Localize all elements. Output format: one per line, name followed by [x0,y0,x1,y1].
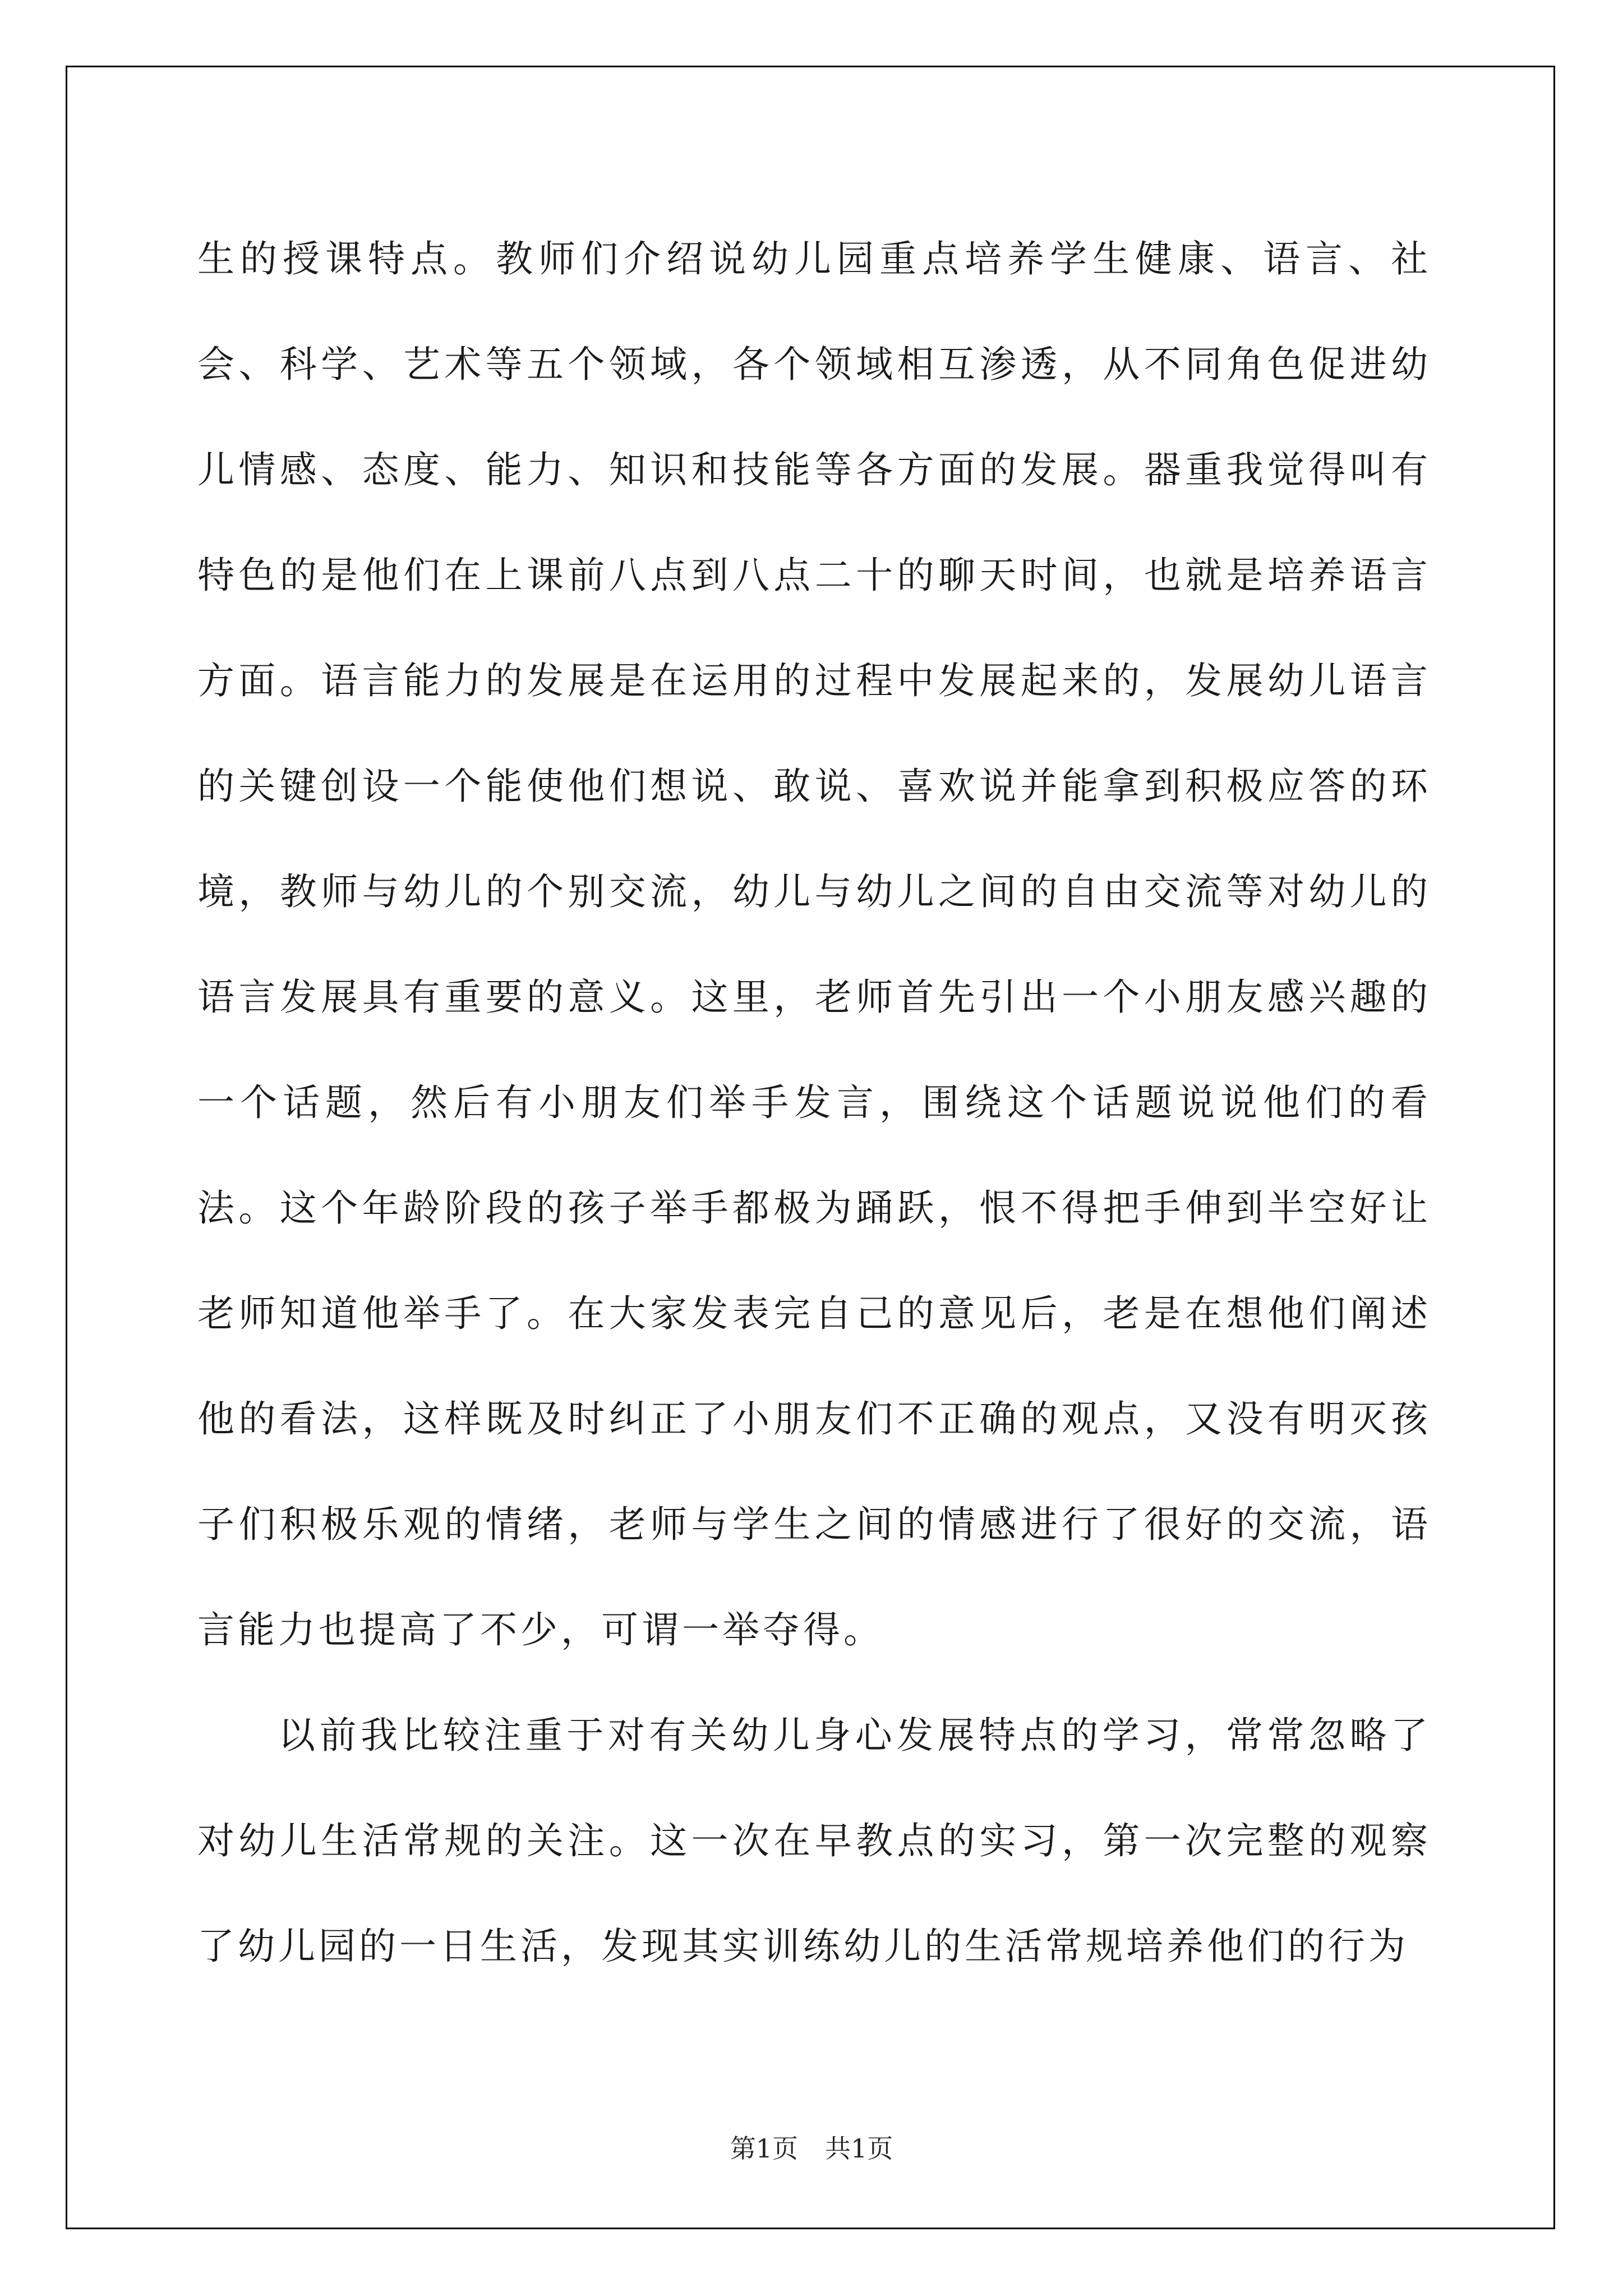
page-footer [0,2132,1623,2165]
document-body [197,206,1431,1999]
paragraph-1: 生的授课特点。教师们介绍说幼儿园重点培养学生健康、语言、社会、科学、艺术等五个领域，各个领域相互渗透，从不同角色促进幼儿情感、态度、能力、知识和技能等各方面的发展。器重我觉得叫有特色的是他们在上课前八点到八点二十的聊天时间，也就是培养语言方面。语言能力的发展是在运用的过程中发展起来的，发展幼儿语言的关键创设一个能使他们想说、敢说、喜欢说并能拿到积极应答的环境，教师与幼儿的个别交流，幼儿与幼儿之间的自由交流等对幼儿的语言发展具有重要的意义。这里，老师首先引出一个小朋友感兴趣的一个话题，然后有小朋友们举手发言，围绕这个话题说说他们的看法。这个年龄阶段的孩子举手都极为踊跃，恨不得把手伸到半空好让老师知道他举手了。在大家发表完自己的意见后，老是在想他们阐述他的看法，这样既及时纠正了小朋友们不正确的观点，又没有明灭孩子们积极乐观的情绪，老师与学生之间的情感进行了很好的交流，语言能力也提高了不少，可谓一举夺得。 [197,237,1431,1651]
page-number: 第1页 [730,2133,798,2164]
page-total: 共1页 [825,2133,893,2164]
paragraph-2: 以前我比较注重于对有关幼儿身心发展特点的学习，常常忽略了对幼儿生活常规的关注。这一次在早教点的实习，第一次完整的观察了幼儿园的一日生活，发现其实训练幼儿的生活常规培养他们的行为 [197,1714,1431,1968]
